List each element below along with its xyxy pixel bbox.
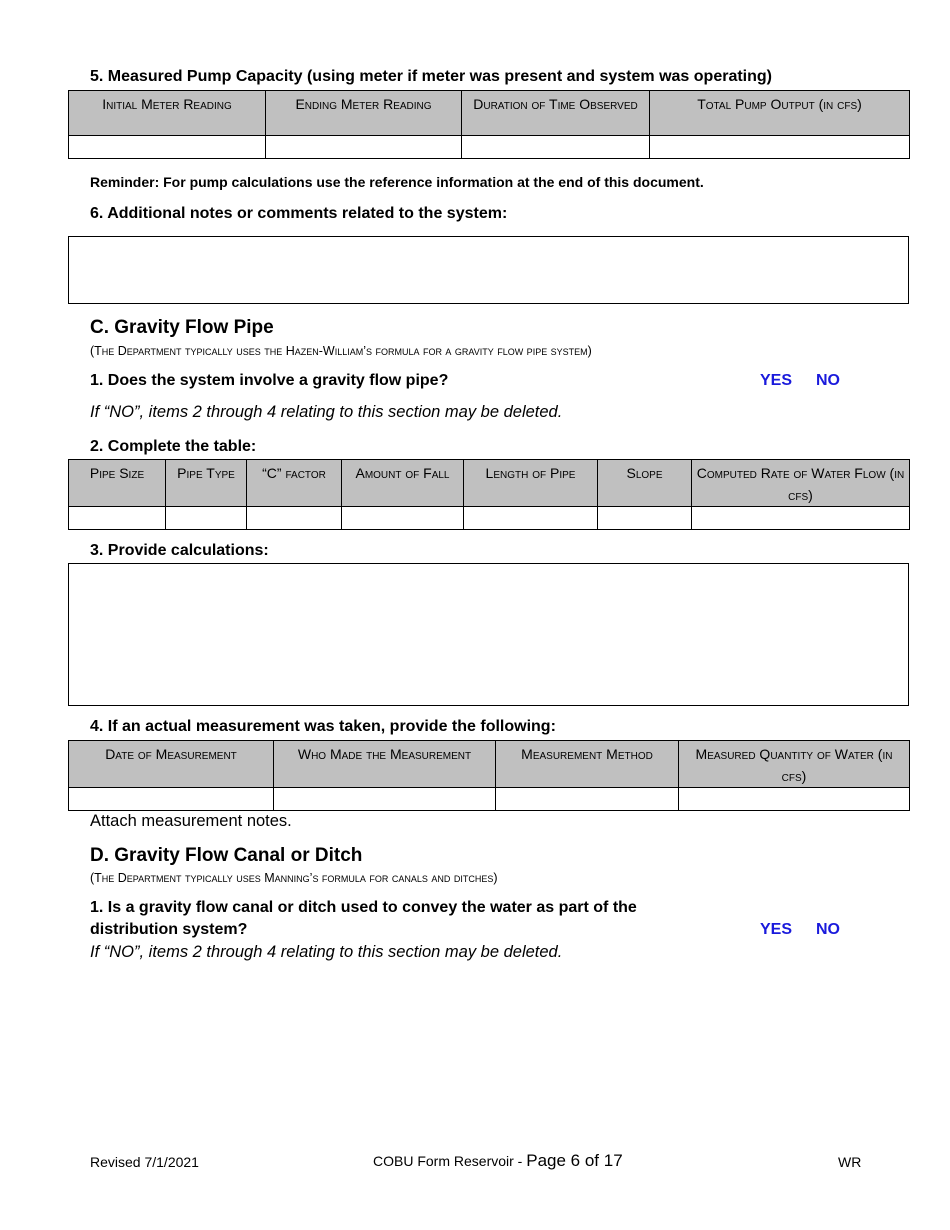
- footer-code: WR: [838, 1154, 862, 1170]
- col-duration-observed: Duration of Time Observed: [462, 91, 650, 136]
- col-pipe-type: Pipe Type: [166, 460, 247, 507]
- complete-table-heading: 2. Complete the table:: [90, 438, 257, 455]
- col-c-factor: “C” factor: [247, 460, 342, 507]
- calculations-heading: 3. Provide calculations:: [90, 542, 269, 559]
- section-d-subtitle: (The Department typically uses Manning’s formula for canals and ditches): [90, 871, 498, 885]
- col-date-of-measurement: Date of Measurement: [69, 741, 274, 788]
- col-initial-meter-reading: Initial Meter Reading: [69, 91, 266, 136]
- date-of-measurement-cell[interactable]: [69, 788, 274, 811]
- col-measured-quantity: Measured Quantity of Water (in cfs): [679, 741, 910, 788]
- section-d-title: D. Gravity Flow Canal or Ditch: [90, 845, 363, 866]
- measurement-heading: 4. If an actual measurement was taken, provide the following:: [90, 718, 556, 735]
- gravity-pipe-table: [68, 459, 910, 530]
- canal-question-line2: distribution system?: [90, 921, 248, 938]
- canal-yes-option[interactable]: YES: [760, 921, 793, 938]
- measurement-method-cell[interactable]: [496, 788, 679, 811]
- pump-capacity-table: [68, 90, 910, 159]
- col-total-pump-output: Total Pump Output (in cfs): [650, 91, 910, 136]
- measurement-table: [68, 740, 910, 811]
- computed-rate-cell[interactable]: [692, 507, 910, 530]
- gravity-pipe-yes-option[interactable]: YES: [760, 372, 793, 389]
- calculations-box[interactable]: [68, 563, 909, 706]
- slope-cell[interactable]: [598, 507, 692, 530]
- footer-form-title: [373, 1151, 623, 1171]
- col-length-of-pipe: Length of Pipe: [464, 460, 598, 507]
- measured-quantity-cell[interactable]: [679, 788, 910, 811]
- pipe-size-cell[interactable]: [69, 507, 166, 530]
- section-d-delete-note: If “NO”, items 2 through 4 relating to this section may be deleted.: [90, 943, 563, 961]
- col-computed-rate: Computed Rate of Water Flow (in cfs): [692, 460, 910, 507]
- reminder-text: Reminder: For pump calculations use the reference information at the end of this document.: [90, 174, 704, 190]
- pump-capacity-heading: 5. Measured Pump Capacity (using meter if meter was present and system was operating): [90, 68, 772, 85]
- notes-box[interactable]: [68, 236, 909, 304]
- gravity-pipe-question: 1. Does the system involve a gravity flow pipe?: [90, 372, 449, 389]
- notes-heading: 6. Additional notes or comments related to the system:: [90, 205, 508, 222]
- total-pump-output-cell[interactable]: [650, 136, 910, 159]
- col-amount-of-fall: Amount of Fall: [342, 460, 464, 507]
- pipe-type-cell[interactable]: [166, 507, 247, 530]
- footer-revised-date: Revised 7/1/2021: [90, 1154, 199, 1170]
- col-slope: Slope: [598, 460, 692, 507]
- section-c-delete-note: If “NO”, items 2 through 4 relating to this section may be deleted.: [90, 403, 563, 421]
- ending-meter-reading-cell[interactable]: [266, 136, 462, 159]
- section-c-subtitle: (The Department typically uses the Hazen-William’s formula for a gravity flow pipe system): [90, 344, 592, 358]
- duration-observed-cell[interactable]: [462, 136, 650, 159]
- section-c-title: C. Gravity Flow Pipe: [90, 317, 274, 338]
- footer-page-number: Page 6 of 17: [526, 1151, 623, 1170]
- col-who-made-measurement: Who Made the Measurement: [274, 741, 496, 788]
- canal-question-line1: 1. Is a gravity flow canal or ditch used to convey the water as part of the: [90, 899, 637, 916]
- col-pipe-size: Pipe Size: [69, 460, 166, 507]
- footer-form-name: COBU Form Reservoir -: [373, 1153, 527, 1169]
- gravity-pipe-no-option[interactable]: NO: [816, 372, 840, 389]
- col-measurement-method: Measurement Method: [496, 741, 679, 788]
- attach-notes-text: Attach measurement notes.: [90, 812, 292, 830]
- who-made-measurement-cell[interactable]: [274, 788, 496, 811]
- initial-meter-reading-cell[interactable]: [69, 136, 266, 159]
- amount-of-fall-cell[interactable]: [342, 507, 464, 530]
- length-of-pipe-cell[interactable]: [464, 507, 598, 530]
- col-ending-meter-reading: Ending Meter Reading: [266, 91, 462, 136]
- c-factor-cell[interactable]: [247, 507, 342, 530]
- canal-no-option[interactable]: NO: [816, 921, 840, 938]
